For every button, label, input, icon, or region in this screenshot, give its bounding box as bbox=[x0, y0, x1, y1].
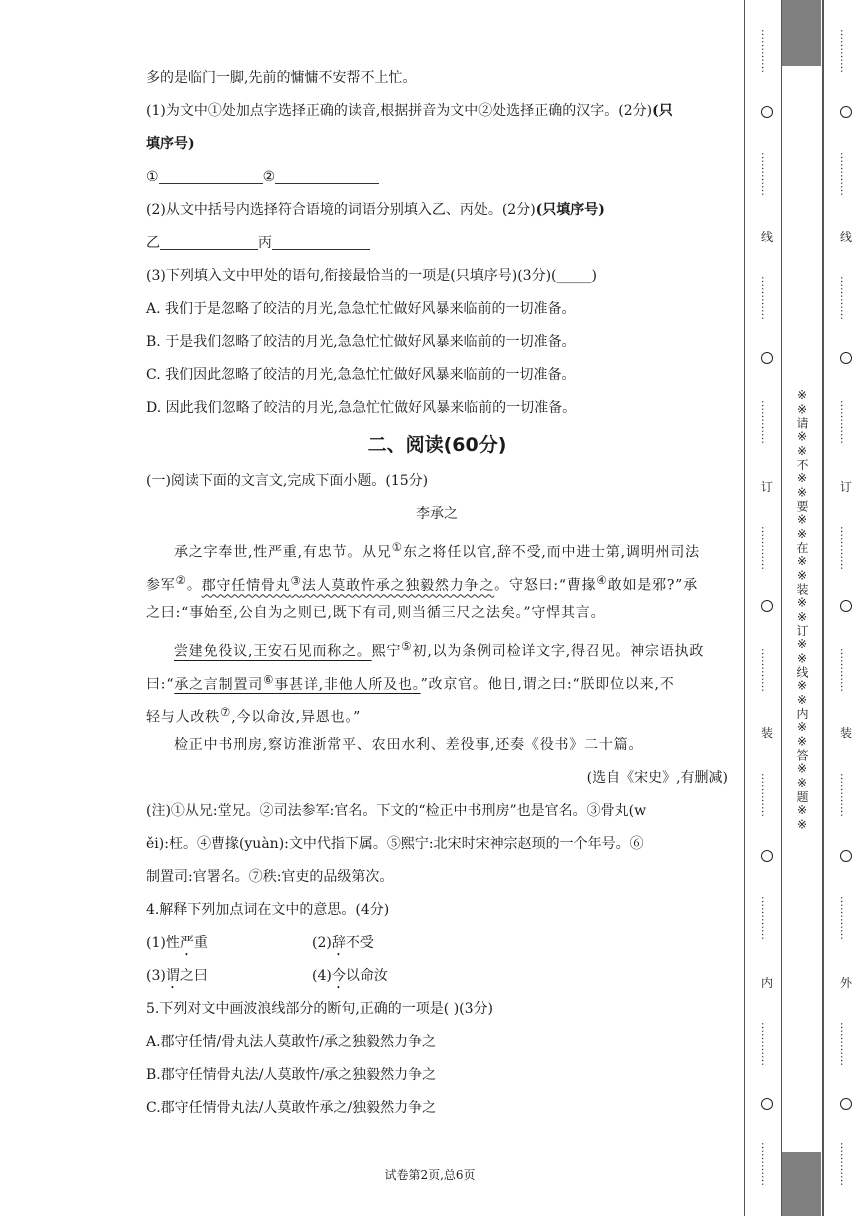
underlined-sentence: 尝建免役议,王安石见而称之。 bbox=[174, 643, 372, 660]
question-1-prompt-cont: 填序号) bbox=[146, 136, 195, 152]
option-c: C. 我们因此忽略了皎洁的月光,急急忙忙做好风暴来临前的一切准备。 bbox=[146, 367, 576, 383]
notes-line: 制置司:官署名。⑦秩:官吏的品级第次。 bbox=[146, 869, 394, 885]
no-answer-warning: ※※请※※不※※要※※在※※装※※订※※线※※内※※答※※题※※ bbox=[795, 388, 809, 832]
answer-blank[interactable] bbox=[272, 233, 370, 250]
circle-mark bbox=[761, 352, 773, 364]
question-3-prompt: (3)下列填入文中甲处的语句,衔接最恰当的一项是(只填序号)(3分)(_____) bbox=[146, 268, 597, 284]
question-1-prompt: (1)为文中①处加点字选择正确的读音,根据拼音为文中②处选择正确的汉字。(2分)(只 bbox=[146, 103, 673, 119]
option-b: B. 于是我们忽略了皎洁的月光,急急忙忙做好风暴来临前的一切准备。 bbox=[146, 334, 576, 350]
strip-dark-top bbox=[782, 0, 821, 66]
exam-page-content bbox=[146, 62, 728, 1125]
option-a: A.郡守任情/骨丸法人莫敢忤/承之独毅然力争之 bbox=[146, 1034, 436, 1050]
question-5-prompt: 5.下列对文中画波浪线部分的断句,正确的一项是( )(3分) bbox=[146, 1001, 494, 1017]
notes-line: ěi):枉。④曹掾(yuàn):文中代指下属。⑤熙宁:北宋时宋神宗赵顼的一个年号。⑥ bbox=[146, 836, 644, 852]
circle-mark bbox=[761, 600, 773, 612]
margin-border bbox=[744, 0, 745, 1216]
option-b: B.郡守任情骨丸法/人莫敢忤/承之独毅然力争之 bbox=[146, 1067, 437, 1083]
circle-mark bbox=[840, 600, 852, 612]
option-d: D. 因此我们忽略了皎洁的月光,急急忙忙做好风暴来临前的一切准备。 bbox=[146, 400, 577, 416]
answer-blank[interactable] bbox=[159, 167, 263, 184]
continuation-text: 多的是临门一脚,先前的慵慵不安帮不上忙。 bbox=[146, 70, 417, 86]
section-title: 二、阅读(60分) bbox=[367, 434, 507, 456]
question-2-prompt: (2)从文中括号内选择符合语境的词语分别填入乙、丙处。(2分)(只填序号) bbox=[146, 202, 605, 218]
passage-line: 参军②。郡守任情骨丸③法人莫敢忤承之独毅然力争之。守怒曰:“曹掾④敢如是邪?”承 bbox=[146, 573, 698, 594]
passage-line: 之曰:“事始至,公自为之则已,既下有司,则当循三尺之法矣。”守悍其言。 bbox=[146, 605, 606, 621]
circle-mark bbox=[840, 106, 852, 118]
inner-seal-column: ………… ………… 线 ………… ………… 订 ………… ………… 装 ………… ………… 内 ………… ………… bbox=[759, 29, 773, 1186]
outer-seal-column: ………… ………… 线 ………… ………… 订 ………… ………… 装 ………… ………… 外 ………… ………… bbox=[838, 29, 852, 1186]
circle-mark bbox=[840, 352, 852, 364]
circle-mark bbox=[840, 1098, 852, 1110]
circle-mark bbox=[761, 106, 773, 118]
wavy-underlined-sentence: 郡守任情骨丸③法人莫敢忤承之独毅然力争之 bbox=[201, 573, 495, 594]
section-subtitle: (一)阅读下面的文言文,完成下面小题。(15分) bbox=[146, 473, 429, 489]
underlined-sentence: 承之言制置司⑥事甚详,非他人所及也。 bbox=[174, 672, 421, 693]
passage-title: 李承之 bbox=[416, 506, 458, 522]
passage-line: 检正中书刑房,察访淮浙常平、农田水利、差役事,还奏《役书》二十篇。 bbox=[174, 737, 644, 753]
passage-line: 尝建免役议,王安石见而称之。熙宁⑤初,以为条例司检详文字,得召见。神宗语执政 bbox=[174, 639, 705, 660]
page-footer: 试卷第2页,总6页 bbox=[384, 1168, 476, 1182]
passage-line: 曰:“承之言制置司⑥事甚详,非他人所及也。”改京官。他日,谓之曰:“朕即位以来,不 bbox=[146, 672, 675, 693]
option-c: C.郡守任情骨丸法/人莫敢忤承之/独毅然力争之 bbox=[146, 1100, 437, 1116]
circle-mark bbox=[761, 850, 773, 862]
circle-mark bbox=[840, 850, 852, 862]
question-4-prompt: 4.解释下列加点词在文中的意思。(4分) bbox=[146, 902, 390, 918]
answer-blanks-2: 乙 丙 bbox=[146, 227, 728, 260]
answer-blank[interactable] bbox=[275, 167, 379, 184]
circle-mark bbox=[761, 1098, 773, 1110]
option-a: A. 我们于是忽略了皎洁的月光,急急忙忙做好风暴来临前的一切准备。 bbox=[146, 301, 576, 317]
passage-source: (选自《宋史》,有删减) bbox=[586, 770, 728, 786]
notes-line: (注)①从兄:堂兄。②司法参军:官名。下文的“检正中书刑房”也是官名。③骨丸(w bbox=[146, 803, 647, 819]
passage-line: 承之字奉世,性严重,有忠节。从兄①东之将任以官,辞不受,而中进士第,调明州司法 bbox=[174, 540, 700, 561]
passage-line: 轻与人改秩⑦,今以命汝,异恩也。” bbox=[146, 705, 362, 726]
answer-blanks-1: ① ② bbox=[146, 161, 728, 194]
strip-dark-bottom bbox=[782, 1152, 821, 1216]
answer-blank[interactable] bbox=[160, 233, 258, 250]
question-4-items: (3)谓之曰 (4)今以命汝 bbox=[146, 968, 388, 984]
margin-border bbox=[823, 0, 824, 1216]
question-4-items: (1)性严重 (2)辞不受 bbox=[146, 935, 374, 951]
